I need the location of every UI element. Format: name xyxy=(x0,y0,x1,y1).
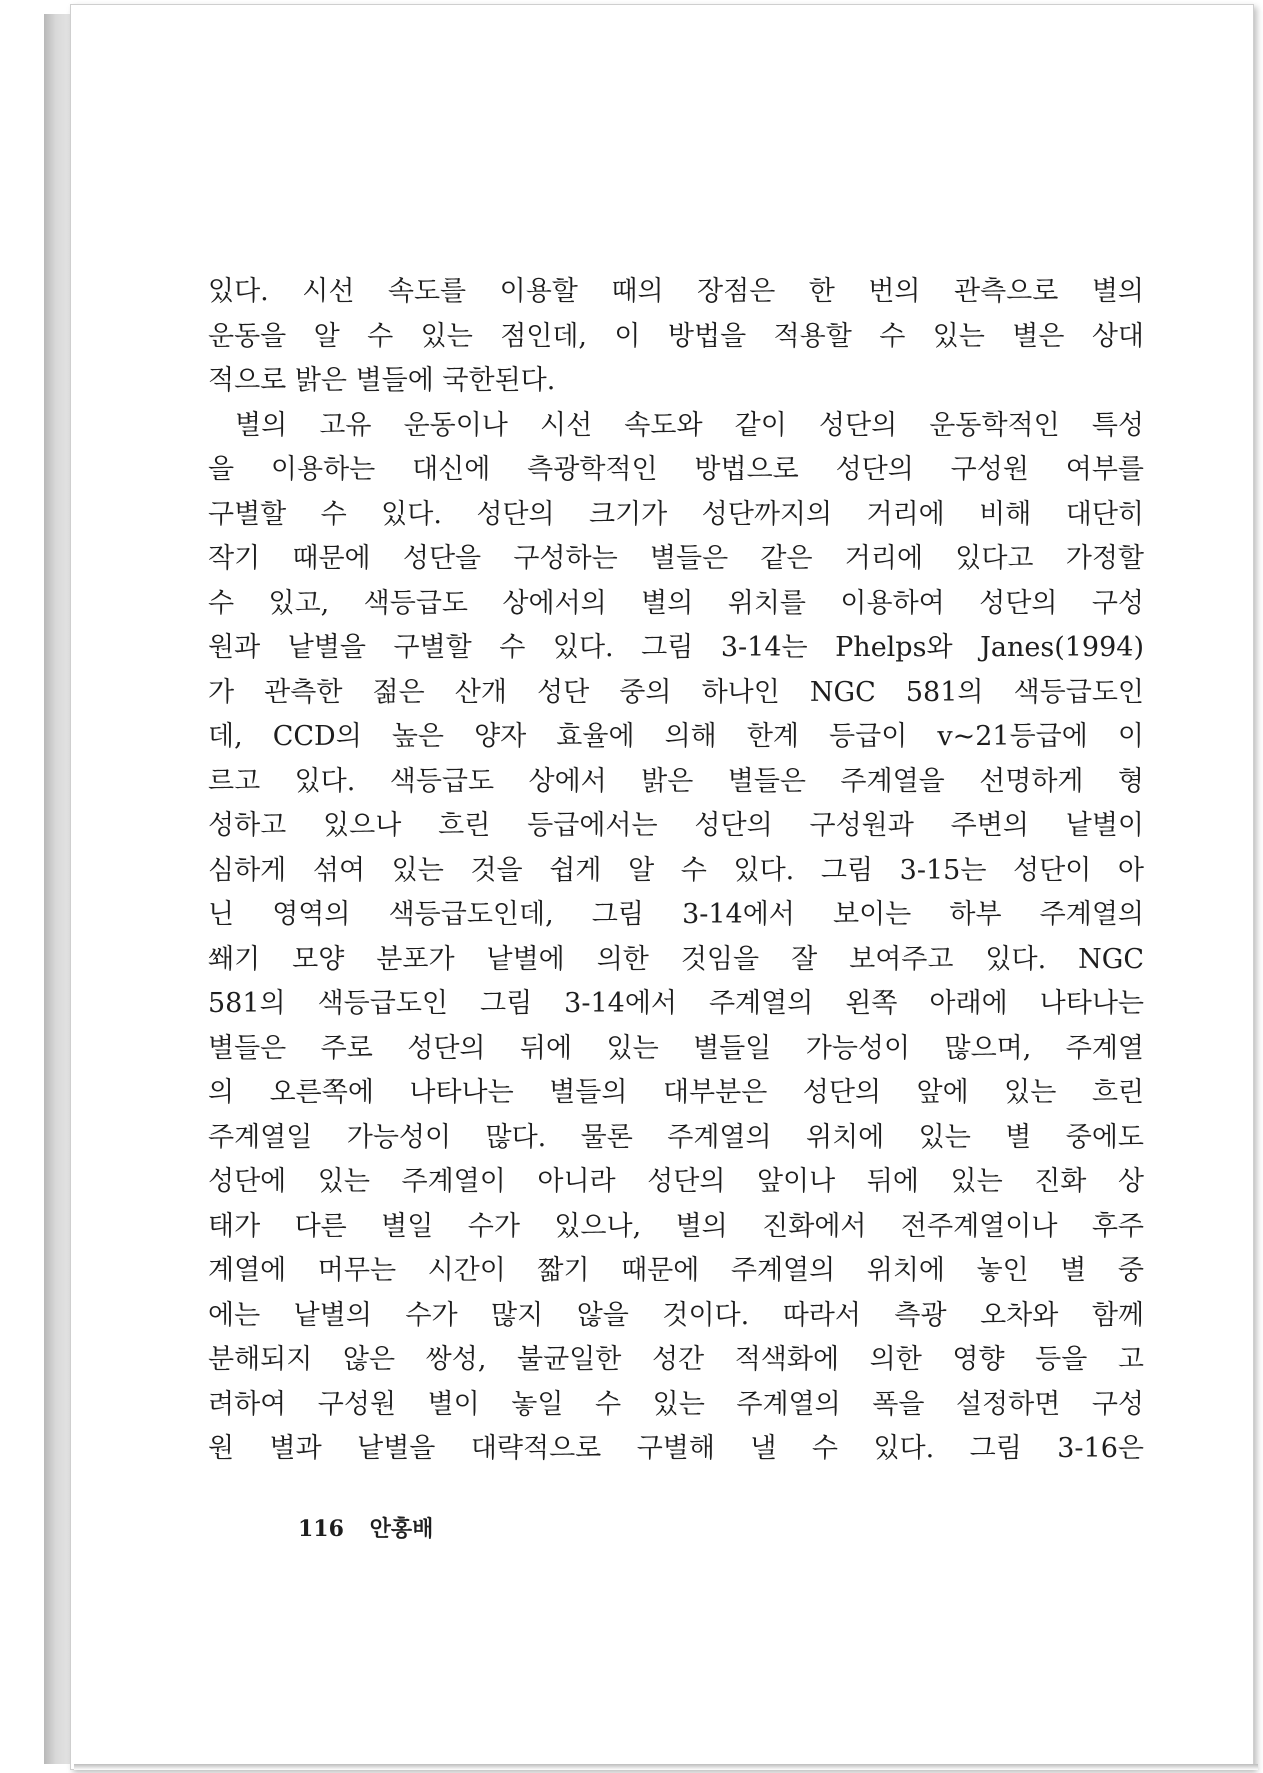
text-line: 계열에 머무는 시간이 짧기 때문에 주계열의 위치에 놓인 별 중 xyxy=(208,1255,1144,1286)
text-line: 성단에 있는 주계열이 아니라 성단의 앞이나 뒤에 있는 진화 상 xyxy=(208,1166,1144,1197)
text-line: 분해되지 않은 쌍성, 불균일한 성간 적색화에 의한 영향 등을 고 xyxy=(208,1344,1144,1375)
text-line: 데, CCD의 높은 양자 효율에 의해 한계 등급이 v~21등급에 이 xyxy=(208,721,1144,752)
text-line: 적으로 밝은 별들에 국한된다. xyxy=(208,365,556,396)
text-line: 작기 때문에 성단을 구성하는 별들은 같은 거리에 있다고 가정할 xyxy=(208,543,1144,574)
text-line: 원과 낱별을 구별할 수 있다. 그림 3-14는 Phelps와 Janes(1994) xyxy=(208,632,1144,663)
text-line: 르고 있다. 색등급도 상에서 밝은 별들은 주계열을 선명하게 형 xyxy=(208,765,1144,797)
running-author: 안홍배 xyxy=(369,1516,434,1542)
page-footer xyxy=(298,1512,433,1543)
text-line: 려하여 구성원 별이 놓일 수 있는 주계열의 폭을 설정하면 구성 xyxy=(208,1388,1144,1420)
text-line: 의 오른쪽에 나타나는 별들의 대부분은 성단의 앞에 있는 흐린 xyxy=(208,1077,1144,1108)
page-number: 116 xyxy=(298,1516,344,1542)
text-line: 581의 색등급도인 그림 3-14에서 주계열의 왼쪽 아래에 나타나는 xyxy=(208,988,1144,1019)
text-line: 성하고 있으나 흐린 등급에서는 성단의 구성원과 주변의 낱별이 xyxy=(208,810,1144,841)
text-line: 구별할 수 있다. 성단의 크기가 성단까지의 거리에 비해 대단히 xyxy=(208,498,1144,530)
text-line: 주계열일 가능성이 많다. 물론 주계열의 위치에 있는 별 중에도 xyxy=(208,1121,1144,1153)
text-line: 쐐기 모양 분포가 낱별에 의한 것임을 잘 보여주고 있다. NGC xyxy=(208,943,1144,975)
text-line: 별의 고유 운동이나 시선 속도와 같이 성단의 운동학적인 특성 xyxy=(235,409,1144,441)
page-shadow xyxy=(74,1764,1258,1770)
text-line: 을 이용하는 대신에 측광학적인 방법으로 성단의 구성원 여부를 xyxy=(208,454,1144,485)
text-line: 태가 다른 별일 수가 있으나, 별의 진화에서 전주계열이나 후주 xyxy=(208,1210,1144,1242)
text-line: 수 있고, 색등급도 상에서의 별의 위치를 이용하여 성단의 구성 xyxy=(208,587,1144,619)
text-line: 있다. 시선 속도를 이용할 때의 장점은 한 번의 관측으로 별의 xyxy=(208,276,1144,307)
body-text xyxy=(208,270,1144,1472)
text-line: 심하게 섞여 있는 것을 쉽게 알 수 있다. 그림 3-15는 성단이 아 xyxy=(208,854,1144,886)
text-line: 닌 영역의 색등급도인데, 그림 3-14에서 보이는 하부 주계열의 xyxy=(208,899,1144,930)
text-line: 가 관측한 젊은 산개 성단 중의 하나인 NGC 581의 색등급도인 xyxy=(208,676,1144,708)
text-line: 별들은 주로 성단의 뒤에 있는 별들일 가능성이 많으며, 주계열 xyxy=(208,1032,1144,1064)
text-line: 운동을 알 수 있는 점인데, 이 방법을 적용할 수 있는 별은 상대 xyxy=(208,320,1144,352)
text-line: 에는 낱별의 수가 많지 않을 것이다. 따라서 측광 오차와 함께 xyxy=(208,1299,1144,1331)
text-line: 원 별과 낱별을 대략적으로 구별해 낼 수 있다. 그림 3-16은 xyxy=(208,1433,1144,1464)
